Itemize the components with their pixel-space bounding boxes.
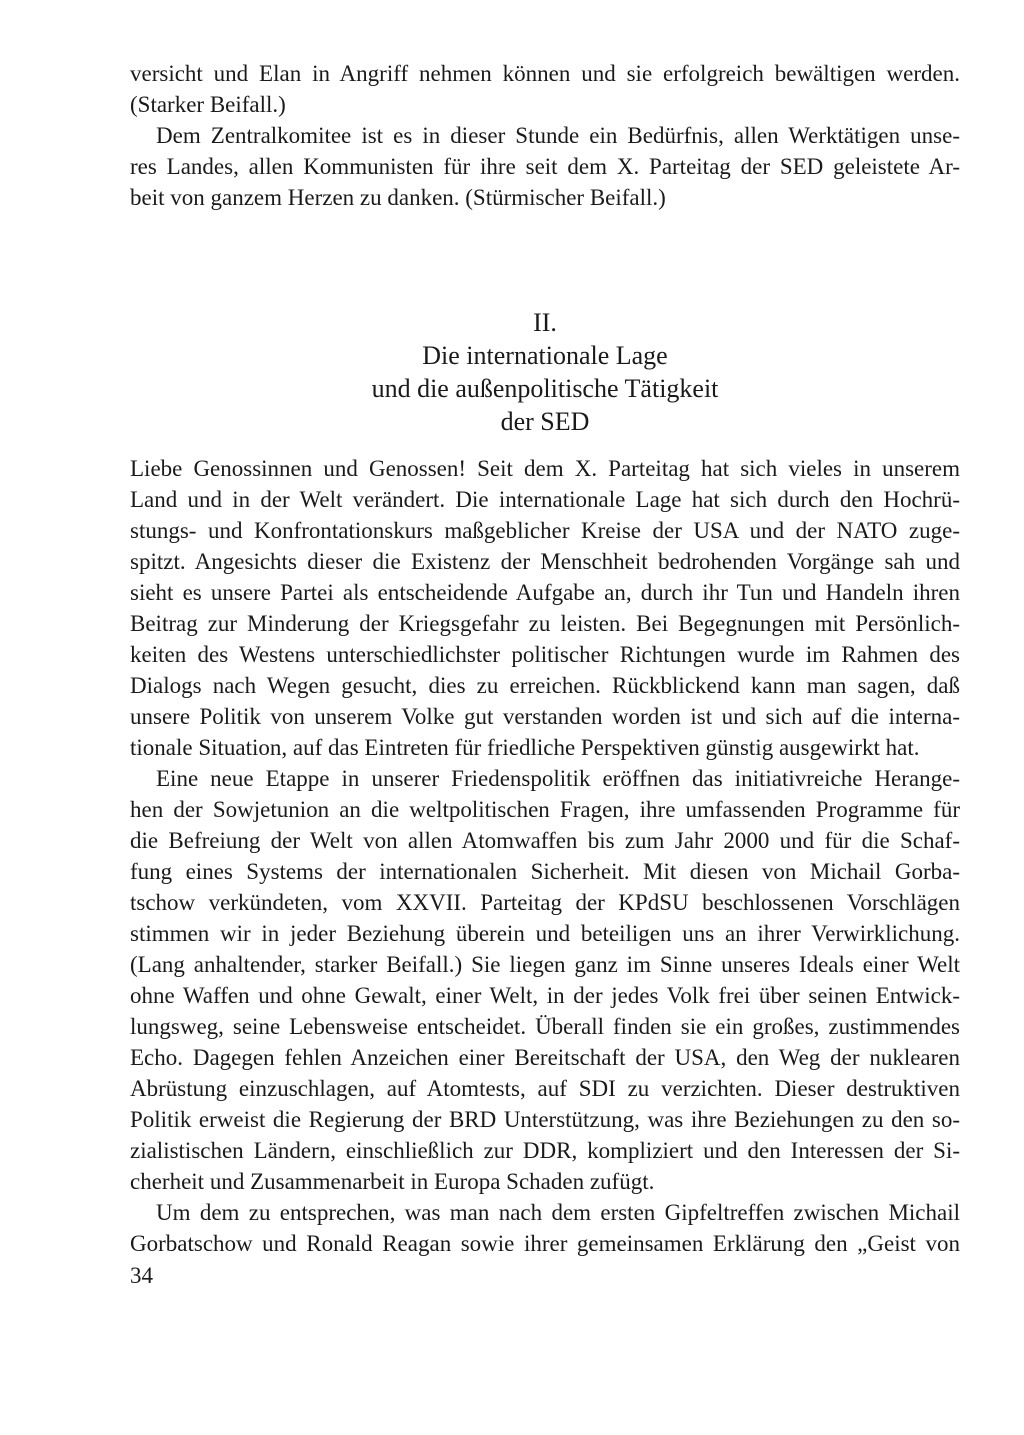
text-line: Dialogs nach Wegen gesucht, dies zu erreichen. Rückblickend kann man sagen, daß bbox=[130, 673, 960, 698]
paragraph bbox=[130, 763, 960, 1197]
text-line: Echo. Dagegen fehlen Anzeichen einer Bereitschaft der USA, den Weg der nuklearen bbox=[130, 1045, 960, 1070]
text-line: versicht und Elan in Angriff nehmen können und sie erfolgreich bewältigen werden. bbox=[130, 61, 960, 86]
text-line: die Befreiung der Welt von allen Atomwaffen bis zum Jahr 2000 und für die Schaf- bbox=[130, 828, 960, 853]
text-line: cherheit und Zusammenarbeit in Europa Schaden zufügt. bbox=[130, 1169, 655, 1194]
text-line: unsere Politik von unserem Volke gut verstanden worden ist und sich auf die interna- bbox=[130, 704, 960, 729]
text-line: Politik erweist die Regierung der BRD Unterstützung, was ihre Beziehungen zu den so- bbox=[130, 1107, 960, 1132]
text-line: Dem Zentralkomitee ist es in dieser Stunde ein Bedürfnis, allen Werktätigen unse- bbox=[156, 123, 960, 148]
intro-block bbox=[130, 58, 960, 213]
text-line: spitzt. Angesichts dieser die Existenz der Menschheit bedrohenden Vorgänge sah und bbox=[130, 549, 960, 574]
page-number: 34 bbox=[130, 1263, 153, 1288]
section-heading bbox=[130, 306, 960, 438]
text-line: beit von ganzem Herzen zu danken. (Stürmischer Beifall.) bbox=[130, 185, 666, 210]
text-line: hen der Sowjetunion an die weltpolitischen Fragen, ihre umfassenden Programme für bbox=[130, 797, 960, 822]
section-title-line: und die außenpolitische Tätigkeit bbox=[371, 374, 719, 403]
text-line: keiten des Westens unterschiedlichster politischer Richtungen wurde im Rahmen des bbox=[130, 642, 960, 667]
text-line: Gorbatschow und Ronald Reagan sowie ihrer gemeinsamen Erklärung den „Geist von bbox=[130, 1231, 960, 1256]
text-line: stimmen wir in jeder Beziehung überein und beteiligen uns an ihrer Verwirklichung. bbox=[130, 921, 960, 946]
section-title-line: der SED bbox=[500, 407, 590, 436]
paragraph bbox=[130, 453, 960, 763]
section-title-line: Die internationale Lage bbox=[422, 341, 668, 370]
paragraph bbox=[130, 1197, 960, 1259]
text-line: tschow verkündeten, vom XXVII. Parteitag der KPdSU beschlossenen Vorschlägen bbox=[130, 890, 960, 915]
text-line: ohne Waffen und ohne Gewalt, einer Welt, in der jedes Volk frei über seinen Entwick- bbox=[130, 983, 960, 1008]
text-line: stungs- und Konfrontationskurs maßgeblicher Kreise der USA und der NATO zuge- bbox=[130, 518, 960, 543]
text-line: sieht es unsere Partei als entscheidende Aufgabe an, durch ihr Tun und Handeln ihren bbox=[130, 580, 960, 605]
section-number: II. bbox=[533, 308, 557, 337]
text-line: Abrüstung einzuschlagen, auf Atomtests, auf SDI zu verzichten. Dieser destruktiven bbox=[130, 1076, 960, 1101]
text-line: fung eines Systems der internationalen Sicherheit. Mit diesen von Michail Gorba- bbox=[130, 859, 960, 884]
text-line: res Landes, allen Kommunisten für ihre seit dem X. Parteitag der SED geleistete Ar- bbox=[130, 154, 960, 179]
text-line: (Lang anhaltender, starker Beifall.) Sie liegen ganz im Sinne unseres Ideals einer Welt bbox=[130, 952, 960, 977]
text-line: zialistischen Ländern, einschließlich zur DDR, kompliziert und den Interessen der Si- bbox=[130, 1138, 960, 1163]
text-line: Eine neue Etappe in unserer Friedenspolitik eröffnen das initiativreiche Herange- bbox=[156, 766, 960, 791]
text-line: (Starker Beifall.) bbox=[130, 92, 286, 117]
text-line: Land und in der Welt verändert. Die internationale Lage hat sich durch den Hochrü- bbox=[130, 487, 960, 512]
text-line: tionale Situation, auf das Eintreten für friedliche Perspektiven günstig ausgewirkt hat. bbox=[130, 735, 920, 760]
body-text bbox=[130, 453, 960, 1259]
text-line: Beitrag zur Minderung der Kriegsgefahr zu leisten. Bei Begegnungen mit Persönlich- bbox=[130, 611, 960, 636]
text-line: Um dem zu entsprechen, was man nach dem ersten Gipfeltreffen zwischen Michail bbox=[156, 1200, 960, 1225]
text-line: lungsweg, seine Lebensweise entscheidet. Überall finden sie ein großes, zustimmendes bbox=[130, 1014, 960, 1039]
text-line: Liebe Genossinnen und Genossen! Seit dem X. Parteitag hat sich vieles in unserem bbox=[130, 456, 960, 481]
